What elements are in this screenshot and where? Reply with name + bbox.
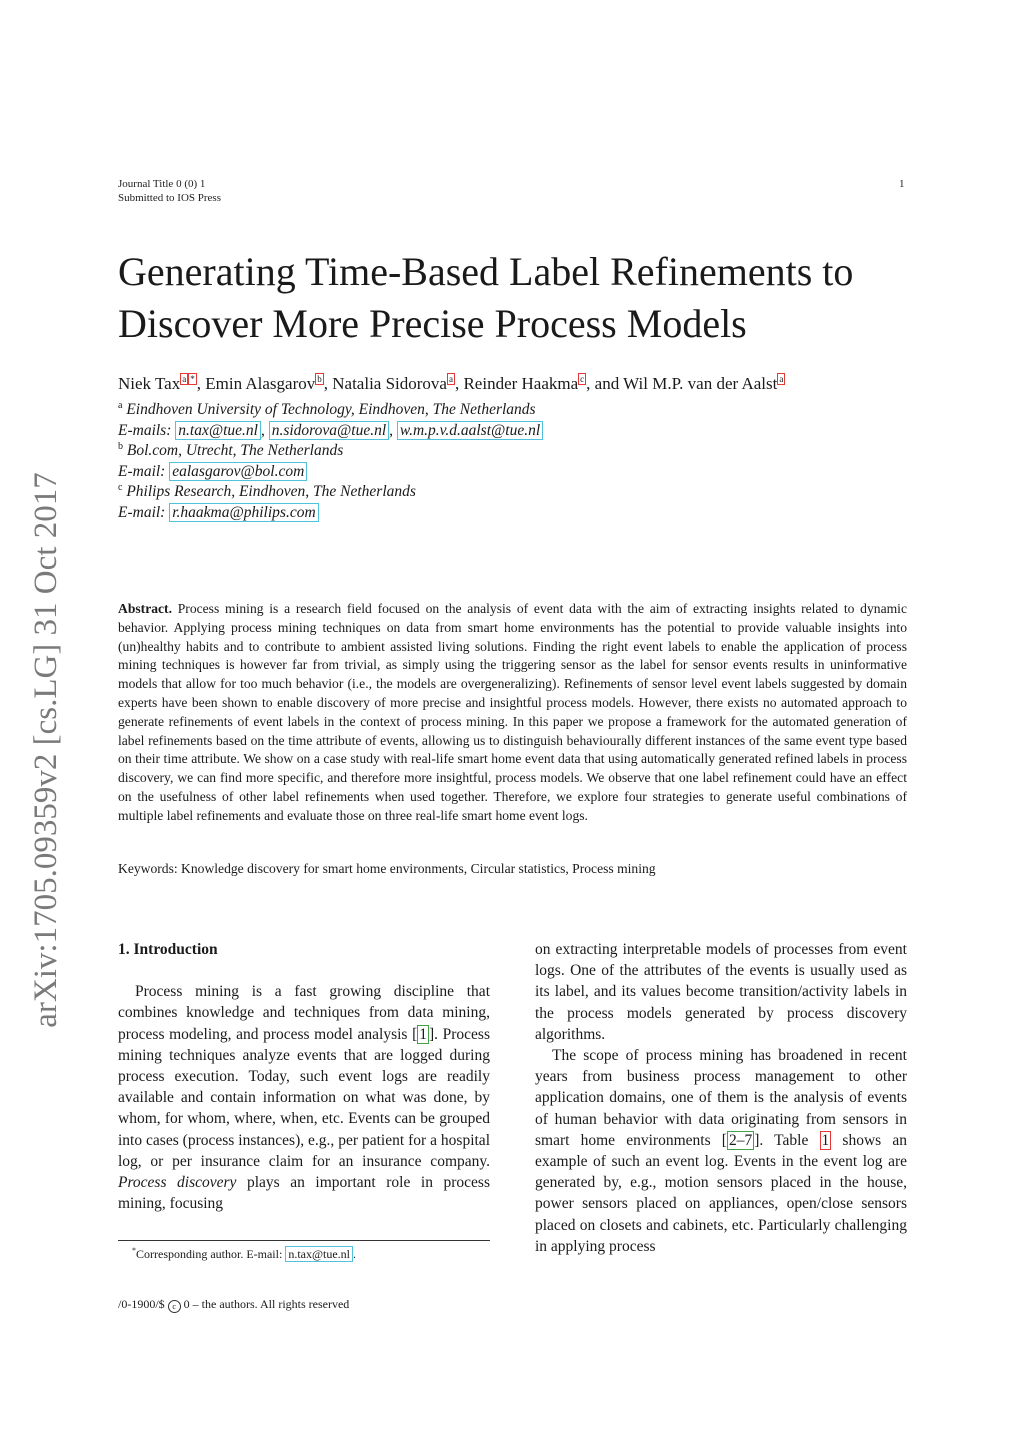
- citation-link[interactable]: [727, 1131, 754, 1150]
- affiliation-link[interactable]: a: [448, 374, 453, 385]
- email-link[interactable]: ealasgarov@bol.com: [169, 462, 307, 481]
- affiliation-b: [118, 441, 918, 462]
- author-name: Niek Tax: [118, 374, 181, 393]
- copyright-line: [118, 1296, 349, 1313]
- email-link[interactable]: r.haakma@philips.com: [169, 503, 318, 522]
- author-name: Natalia Sidorova: [332, 374, 447, 393]
- right-column: [535, 939, 907, 1257]
- paragraph-text: plays an important role in process mining, focusing: [118, 1174, 490, 1213]
- author-separator: ,: [196, 374, 206, 393]
- author-name: Reinder Haakma: [463, 374, 579, 393]
- paragraph: [118, 981, 490, 1214]
- affiliation-mark: b: [118, 440, 123, 452]
- affiliation-link[interactable]: a: [779, 374, 784, 385]
- table-reference-link[interactable]: 1: [821, 1131, 830, 1149]
- copyright-icon: c: [168, 1300, 181, 1313]
- paragraph-text: shows an example of such an event log. Events in the event log are generated by, e.g., motion sensors placed in the house, power sensors placed on appliances, open/close sensors placed on closets and cabinets, etc. Particularly challenging in applying process: [535, 1131, 907, 1255]
- affiliation-a-emails: E-mails: n.tax@tue.nl , n.sidorova@tue.nl , w.m.p.v.d.aalst@tue.nl: [118, 421, 918, 442]
- paragraph: on extracting interpretable models of processes from event logs. One of the attributes of the events is usually used as its label, and its values become transition/activity labels in the process models generated by process discovery algorithms.: [535, 941, 907, 1043]
- email-link[interactable]: n.sidorova@tue.nl: [269, 421, 389, 440]
- paragraph-text: The scope of process mining has broadened in recent years from business process management to other application domains, one of them is the analysis of events of human behavior with data originating from sensors in smart home environments [: [535, 1047, 907, 1149]
- citation-number: 7: [744, 1131, 753, 1149]
- affiliation-link[interactable]: c: [580, 374, 585, 385]
- citation-link[interactable]: 1: [419, 1025, 427, 1043]
- affiliation-a: [118, 400, 918, 421]
- emphasis-text: Process discovery: [118, 1174, 237, 1192]
- author-name: Wil M.P. van der Aalst: [623, 374, 778, 393]
- affiliation-link[interactable]: b: [317, 374, 322, 385]
- arxiv-identifier[interactable]: arXiv:1705.09359v2 [cs.LG] 31 Oct 2017: [28, 472, 64, 1028]
- affiliation-c-email: [118, 503, 918, 524]
- footnote-divider: [118, 1240, 490, 1241]
- paragraph-text: ]. Table: [754, 1131, 820, 1149]
- paragraph-text: Process mining is a fast growing discipline that combines knowledge and techniques from data mining, process modeling, and process model analysis [: [118, 983, 490, 1043]
- section-heading: 1. Introduction: [118, 941, 218, 958]
- paper-title: [118, 246, 918, 350]
- journal-title: Journal Title 0 (0) 1: [118, 178, 206, 190]
- title-line-2: Discover More Precise Process Models: [118, 301, 747, 346]
- affiliation-mark: c: [118, 481, 123, 493]
- footnote-text: .: [353, 1247, 357, 1261]
- email-link[interactable]: w.m.p.v.d.aalst@tue.nl: [397, 421, 543, 440]
- copyright-text: /0-1900/$: [118, 1297, 168, 1311]
- abstract-label: Abstract.: [118, 601, 172, 616]
- abstract: [118, 600, 907, 826]
- title-line-1: Generating Time-Based Label Refinements to: [118, 249, 854, 294]
- author-separator: ,: [323, 374, 333, 393]
- affiliation-mark: a: [118, 399, 123, 411]
- footnote-mark: *: [132, 1246, 136, 1255]
- email-link[interactable]: n.tax@tue.nl: [175, 421, 261, 440]
- abstract-text: Process mining is a research field focused on the analysis of event data with the aim of extracting insights related to dynamic behavior. Applying process mining techniques on data from smart home environments has the potential to provide valuable insights into (un)healthy habits and to contribute to ambient assisted living solutions. Finding the right event labels to enable the application of process mining techniques is however far from trivial, as simply using the triggering sensor as the label for sensor events results in uninformative models that allow for too much behavior (i.e., the models are overgeneralizing). Refinements of sensor level event labels suggested by domain experts have been shown to enable discovery of more precise and insightful process models. However, there exists no automated approach to generate refinements of event labels in the context of process mining. In this paper we propose a framework for the automated generation of label refinements based on the time attribute of events, allowing us to distinguish behaviourally different instances of the same event type based on their time attribute. We show on a case study with real-life smart home event data that using automatically generated refined labels in process discovery, we can find more specific, and therefore more insightful, process models. We observe that one label refinement could have an effect on the usefulness of other label refinements when used together. Therefore, we explore four strategies to generate useful combinations of multiple label refinements and evaluate those on three real-life smart home event logs.: [118, 601, 907, 823]
- author-separator: , and: [586, 374, 624, 393]
- submitted-to: Submitted to IOS Press: [118, 192, 221, 204]
- keywords: Keywords: Knowledge discovery for smart home environments, Circular statistics, Process mining: [118, 861, 656, 876]
- paragraph: [535, 1045, 907, 1257]
- email-label: E-mails:: [118, 421, 172, 439]
- author-name: Emin Alasgarov: [205, 374, 316, 393]
- author-separator: ,: [454, 374, 464, 393]
- paragraph-text: ]. Process mining techniques analyze events that are logged during process execution. Today, such event logs are readily available and contain information on what was done, by whom, for whom, where, when, etc. Events can be grouped into cases (process instances), e.g., per patient for a hospital log, or per insurance claim for an insurance company.: [118, 1025, 490, 1170]
- page-number: 1: [899, 178, 905, 190]
- author-list: [118, 372, 918, 396]
- email-link[interactable]: n.tax@tue.nl: [285, 1246, 353, 1262]
- affiliation-c: [118, 482, 918, 503]
- citation-number: 2: [728, 1131, 737, 1149]
- citation-dash: –: [736, 1131, 745, 1149]
- affiliation-name: Eindhoven University of Technology, Eindhoven, The Netherlands: [126, 401, 536, 418]
- affiliation-name: Bol.com, Utrecht, The Netherlands: [126, 442, 344, 459]
- footnote-text: Corresponding author. E-mail:: [136, 1247, 286, 1261]
- copyright-text: 0 – the authors. All rights reserved: [180, 1297, 350, 1311]
- corresponding-footnote-link[interactable]: *: [190, 374, 195, 385]
- affiliation-b-email: [118, 462, 918, 483]
- affiliation-name: Philips Research, Eindhoven, The Netherlands: [126, 483, 416, 500]
- footnote: [118, 1244, 490, 1264]
- journal-header: [118, 177, 221, 205]
- email-label: E-mail:: [118, 503, 166, 521]
- email-label: E-mail:: [118, 462, 166, 480]
- left-column: [118, 939, 490, 1214]
- affiliation-link[interactable]: a: [182, 374, 187, 385]
- affiliations: [118, 400, 918, 523]
